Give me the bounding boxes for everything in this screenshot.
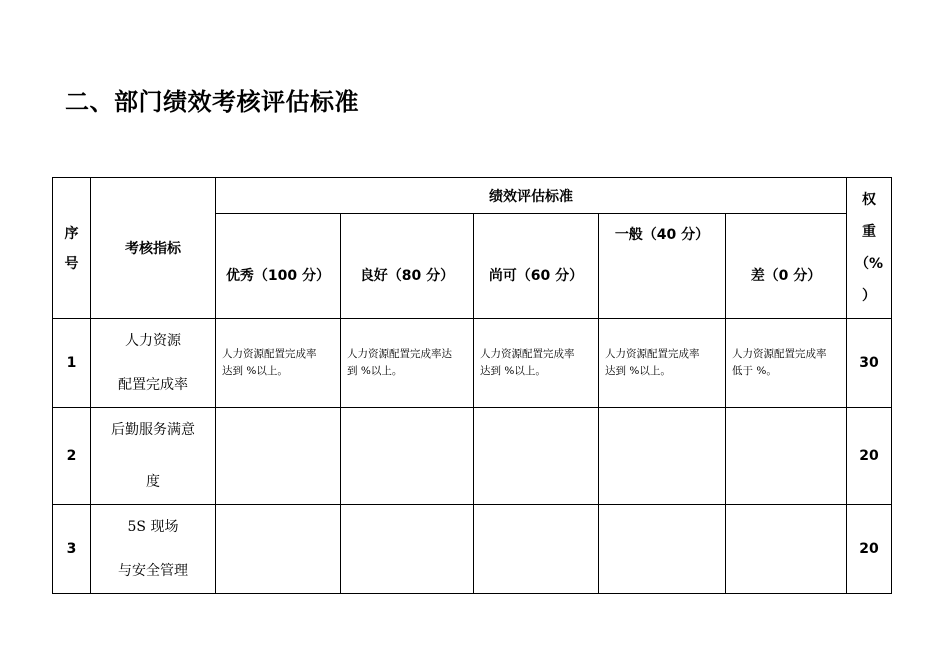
criteria-poor <box>726 505 847 594</box>
table-row <box>53 408 892 505</box>
criteria-average: 人力资源配置完成率 达到 %以上。 <box>599 319 726 408</box>
criteria-average <box>599 505 726 594</box>
header-level-poor: 差（0 分） <box>726 214 847 319</box>
row-index: 3 <box>53 505 91 594</box>
criteria-good <box>341 408 474 505</box>
header-level-average: 一般（40 分） <box>599 214 726 319</box>
row-index: 2 <box>53 408 91 505</box>
header-weight: 权 重 （% ） <box>847 178 892 319</box>
criteria-excellent <box>216 408 341 505</box>
criteria-average <box>599 408 726 505</box>
row-weight: 20 <box>847 408 892 505</box>
table-row <box>53 505 892 594</box>
header-level-good: 良好（80 分） <box>341 214 474 319</box>
criteria-poor: 人力资源配置完成率 低于 %。 <box>726 319 847 408</box>
row-indicator: 人力资源 配置完成率 <box>91 319 216 408</box>
criteria-poor <box>726 408 847 505</box>
row-indicator: 5S 现场 与安全管理 <box>91 505 216 594</box>
page-title: 二、部门绩效考核评估标准 <box>65 88 359 116</box>
criteria-fair: 人力资源配置完成率 达到 %以上。 <box>474 319 599 408</box>
evaluation-standard-table <box>52 177 892 594</box>
header-level-excellent: 优秀（100 分） <box>216 214 341 319</box>
header-level-fair: 尚可（60 分） <box>474 214 599 319</box>
criteria-fair <box>474 408 599 505</box>
table-row <box>53 319 892 408</box>
row-index: 1 <box>53 319 91 408</box>
header-criteria-group: 绩效评估标准 <box>216 178 847 214</box>
row-weight: 20 <box>847 505 892 594</box>
criteria-excellent: 人力资源配置完成率 达到 %以上。 <box>216 319 341 408</box>
row-indicator: 后勤服务满意 度 <box>91 408 216 505</box>
criteria-good <box>341 505 474 594</box>
row-weight: 30 <box>847 319 892 408</box>
criteria-fair <box>474 505 599 594</box>
header-indicator: 考核指标 <box>91 178 216 319</box>
header-index: 序 号 <box>53 178 91 319</box>
criteria-good: 人力资源配置完成率达 到 %以上。 <box>341 319 474 408</box>
criteria-excellent <box>216 505 341 594</box>
